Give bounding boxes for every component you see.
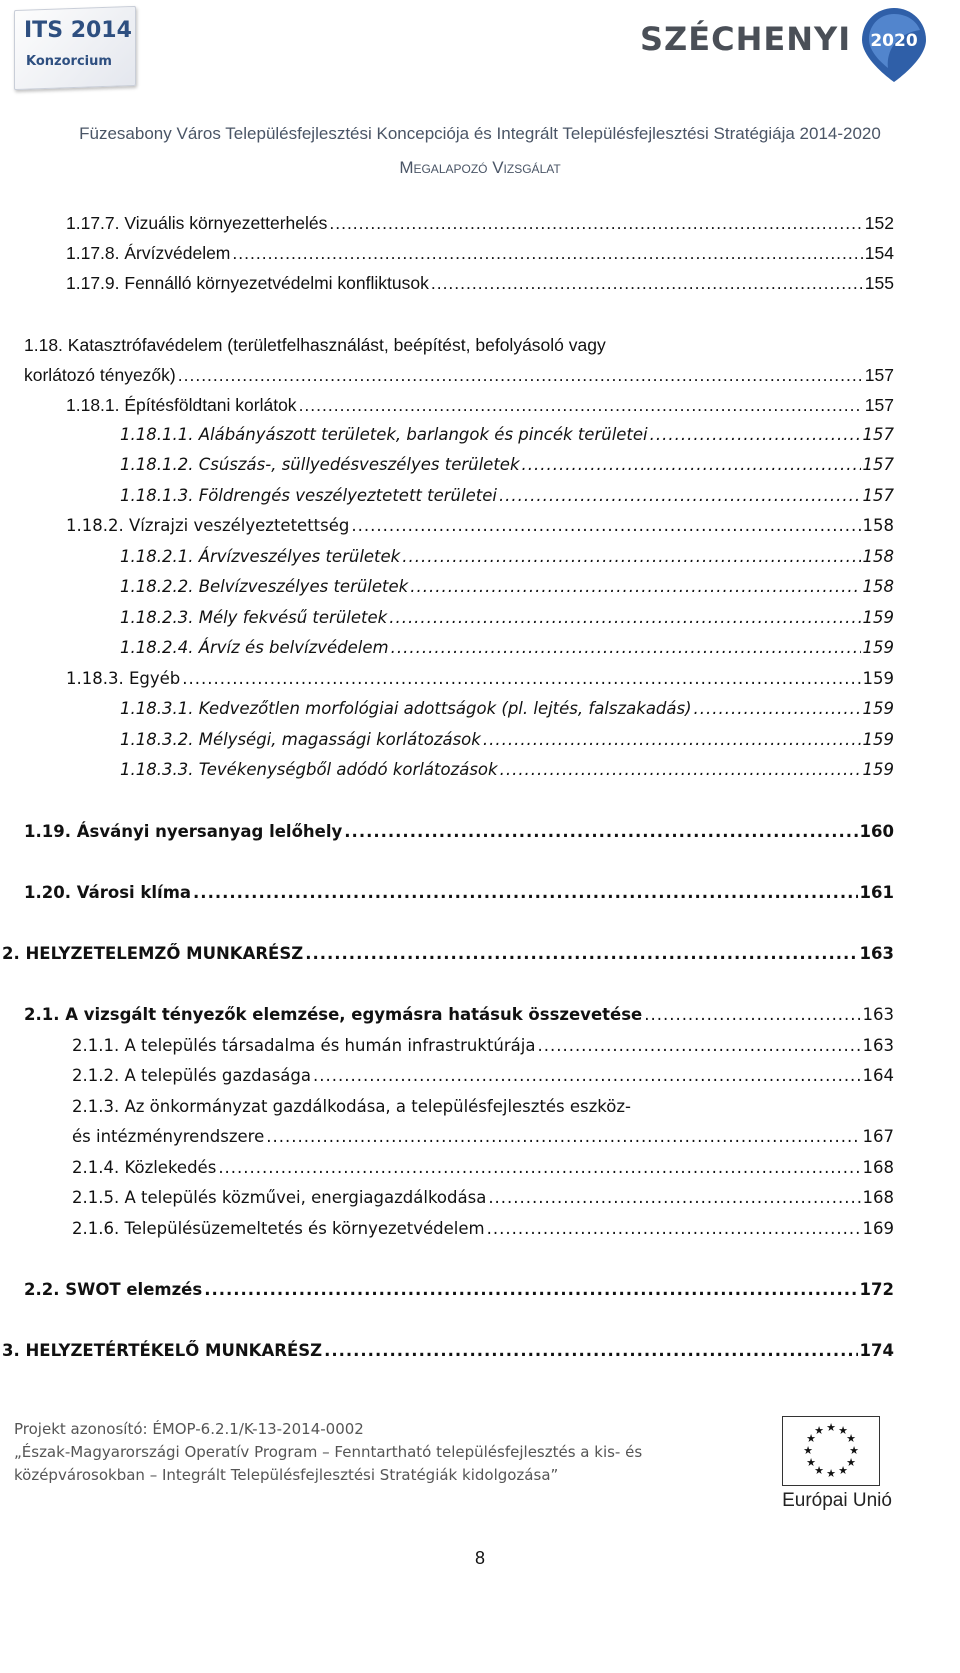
- map-pin-icon: [854, 4, 934, 84]
- svg-text:★: ★: [838, 1464, 848, 1477]
- toc-entry[interactable]: 2. HELYZETELEMZŐ MUNKARÉSZ ..... 163: [2, 941, 894, 967]
- toc-entry[interactable]: 1.18.3.3. Tevékenységből adódó korlátozások ..... 159: [120, 757, 894, 783]
- toc-entry[interactable]: és intézményrendszere ..... 167: [72, 1124, 894, 1150]
- toc-entry[interactable]: 1.18.2.4. Árvíz és belvízvédelem ..... 159: [120, 635, 894, 661]
- svg-text:★: ★: [806, 1432, 816, 1445]
- logo-left-line2: Konzorcium: [26, 54, 112, 69]
- program-line1: „Észak-Magyarországi Operatív Program – Fenntartható településfejlesztés a kis- és: [14, 1443, 643, 1461]
- project-id: Projekt azonosító: ÉMOP-6.2.1/K-13-2014-0002: [14, 1420, 364, 1438]
- logo-left-line1: ITS 2014: [24, 18, 132, 43]
- toc-entry[interactable]: 1.18.1.2. Csúszás-, süllyedésveszélyes területek ..... 157: [120, 452, 894, 478]
- toc-entry-line1: 1.18. Katasztrófavédelem (területfelhasználást, beépítést, befolyásoló vagy: [24, 335, 606, 355]
- toc-entry[interactable]: 2.1.5. A település közművei, energiagazdálkodása ..... 168: [72, 1185, 894, 1211]
- toc-entry[interactable]: 1.18.3. Egyéb ..... 159: [66, 666, 894, 692]
- svg-text:★: ★: [838, 1424, 848, 1437]
- toc-entry[interactable]: 1.17.7. Vizuális környezetterhelés ..... 152: [66, 210, 894, 236]
- toc-entry[interactable]: 1.18.2. Vízrajzi veszélyeztetettség ..... 158: [66, 513, 894, 539]
- toc-entry[interactable]: 1.18.1. Építésföldtani korlátok ..... 157: [66, 392, 894, 418]
- toc-entry[interactable]: 2.1.2. A település gazdasága ..... 164: [72, 1063, 894, 1089]
- toc-entry[interactable]: 2.1.1. A település társadalma és humán infrastruktúrája ..... 163: [72, 1033, 894, 1059]
- toc-entry[interactable]: 1.18.2.1. Árvízveszélyes területek ..... 158: [120, 544, 894, 570]
- svg-text:★: ★: [826, 1467, 836, 1480]
- svg-text:★: ★: [846, 1456, 856, 1469]
- eu-logo: [772, 1416, 892, 1520]
- page-number: 8: [474, 1548, 485, 1568]
- svg-text:★: ★: [814, 1464, 824, 1477]
- toc-entry[interactable]: 2.2. SWOT elemzés ..... 172: [24, 1277, 894, 1303]
- toc-entry[interactable]: 1.18.1.3. Földrengés veszélyeztetett területei ..... 157: [120, 483, 894, 509]
- svg-text:★: ★: [814, 1424, 824, 1437]
- program-line2: középvárosokban – Integrált Településfejlesztési Stratégiák kidolgozása”: [14, 1466, 559, 1484]
- toc-entry[interactable]: 1.20. Városi klíma ..... 161: [24, 880, 894, 906]
- toc-entry[interactable]: 1.18.3.1. Kedvezőtlen morfológiai adottságok (pl. lejtés, falszakadás) ..... 159: [120, 696, 894, 722]
- document-title: Füzesabony Város Településfejlesztési Koncepciója és Integrált Településfejlesztési Stratégiája 2014-2020: [79, 124, 881, 143]
- toc-entry[interactable]: 1.18.1.1. Alábányászott területek, barlangok és pincék területei ..... 157: [120, 422, 894, 448]
- logo-right-word: SZÉCHENYI: [640, 20, 852, 58]
- toc-entry[interactable]: 1.18.3.2. Mélységi, magassági korlátozások ..... 159: [120, 727, 894, 753]
- svg-text:★: ★: [803, 1444, 813, 1457]
- toc-entry[interactable]: 1.19. Ásványi nyersanyag lelőhely ..... 160: [24, 819, 894, 845]
- svg-text:★: ★: [849, 1444, 859, 1457]
- logo-right-number: 2020: [870, 31, 918, 51]
- toc-entry[interactable]: korlátozó tényezők) ..... 157: [24, 362, 894, 388]
- toc-entry[interactable]: 2.1. A vizsgált tényezők elemzése, egymásra hatásuk összevetése ..... 163: [24, 1002, 894, 1028]
- toc-entry[interactable]: 1.17.8. Árvízvédelem ..... 154: [66, 240, 894, 266]
- svg-text:★: ★: [826, 1421, 836, 1434]
- eu-label: Európai Unió: [782, 1490, 892, 1511]
- document-subtitle: Megalapozó Vizsgálat: [399, 158, 561, 177]
- toc-entry[interactable]: 1.18.2.3. Mély fekvésű területek ..... 159: [120, 605, 894, 631]
- svg-text:★: ★: [806, 1456, 816, 1469]
- its-konzorcium-logo: [14, 8, 134, 86]
- szechenyi-2020-logo: [640, 6, 940, 92]
- toc-entry[interactable]: 2.1.4. Közlekedés ..... 168: [72, 1155, 894, 1181]
- svg-text:★: ★: [846, 1432, 856, 1445]
- toc-entry-line1: 2.1.3. Az önkormányzat gazdálkodása, a településfejlesztés eszköz-: [72, 1097, 631, 1116]
- toc-entry[interactable]: 2.1.6. Településüzemeltetés és környezetvédelem ..... 169: [72, 1216, 894, 1242]
- toc-entry[interactable]: 3. HELYZETÉRTÉKELŐ MUNKARÉSZ ..... 174: [2, 1338, 894, 1364]
- toc-entry[interactable]: 1.18.2.2. Belvízveszélyes területek ..... 158: [120, 574, 894, 600]
- eu-flag-icon: [782, 1416, 880, 1486]
- toc-entry[interactable]: 1.17.9. Fennálló környezetvédelmi konfliktusok ..... 155: [66, 270, 894, 296]
